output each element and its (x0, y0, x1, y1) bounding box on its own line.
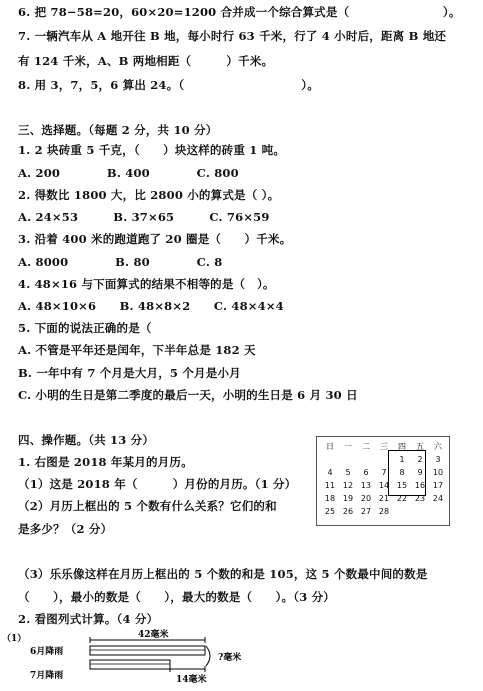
choice-3: 3. 沿着 400 米的跑道跑了 20 圈是（ ）千米。 (18, 232, 292, 246)
calendar-day-cell: 19 (342, 494, 354, 503)
op-1: 1. 右图是 2018 年某月的月历。 (18, 455, 193, 469)
right-measure-label: ?毫米 (218, 653, 242, 663)
op-1-part-3-line2: （ ），最小的数是（ ），最大的数是（ ）。（3 分） (18, 590, 336, 604)
calendar-day-cell: 5 (345, 468, 351, 477)
calendar-day-cell (411, 505, 429, 518)
diagram-part-label: （1） (2, 634, 27, 644)
calendar-day-cell: 4 (327, 468, 333, 477)
q8: 8. 用 3，7，5，6 算出 24。（ ）。 (18, 78, 319, 92)
rainfall-diagram (0, 626, 270, 691)
choice-4-options: A. 48×10×6 B. 48×8×2 C. 48×4×4 (18, 299, 284, 313)
calendar-day-cell: 21 (378, 494, 390, 503)
calendar-day-cell: 26 (342, 507, 354, 516)
calendar-day-cell: 12 (342, 481, 354, 490)
row1-bar (90, 646, 205, 655)
calendar-day-cell: 23 (414, 494, 426, 503)
calendar-day-cell: 6 (363, 468, 369, 477)
calendar-day-cell: 10 (432, 468, 444, 477)
top-measure-label: 42毫米 (138, 630, 169, 640)
calendar (316, 436, 450, 526)
row2-label: 7月降雨 (30, 671, 64, 681)
calendar-day-cell: 17 (432, 481, 444, 490)
op-1-part-1: （1）这是 2018 年（ ）月份的月历。（1 分） (18, 477, 297, 491)
calendar-day-cell: 9 (417, 468, 423, 477)
calendar-day-cell (321, 453, 339, 466)
q7-line2: 有 124 千米，A、B 两地相距（ ）千米。 (18, 54, 274, 68)
op-2: 2. 看图列式计算。（4 分） (18, 612, 159, 626)
section-4-heading: 四、操作题。（共 13 分） (18, 433, 155, 447)
bottom-measure-label: 14毫米 (176, 675, 207, 685)
calendar-day-cell: 1 (399, 455, 405, 464)
calendar-day-cell: 8 (399, 468, 405, 477)
op-1-part-3-line1: （3）乐乐像这样在月历上框出的 5 个数的和是 105，这 5 个数最中间的数是 (18, 567, 428, 581)
choice-3-options: A. 8000 B. 80 C. 8 (18, 255, 223, 269)
row1-label: 6月降雨 (30, 647, 64, 657)
section-3-heading: 三、选择题。（每题 2 分，共 10 分） (18, 123, 218, 137)
calendar-day-cell: 18 (324, 494, 336, 503)
calendar-day-cell: 11 (324, 481, 336, 490)
calendar-day-cell (357, 453, 375, 466)
calendar-weekday-header: 五 (416, 442, 424, 451)
choice-5-option-b: B. 一年中有 7 个月是大月，5 个月是小月 (18, 366, 241, 380)
row2-bar (90, 660, 170, 669)
choice-2: 2. 得数比 1800 大，比 2800 小的算式是（ ）。 (18, 188, 280, 202)
choice-2-options: A. 24×53 B. 37×65 C. 76×59 (18, 210, 270, 224)
calendar-day-cell: 20 (360, 494, 372, 503)
q7-line1: 7. 一辆汽车从 A 地开往 B 地，每小时行 63 千米，行了 4 小时后，距离 B 地还 (18, 29, 447, 43)
choice-5-option-c: C. 小明的生日是第二季度的最后一天，小明的生日是 6 月 30 日 (18, 388, 358, 402)
op-1-part-2-line2: 是多少？（2 分） (18, 522, 113, 536)
calendar-day-cell (393, 505, 411, 518)
calendar-weekday-header: 三 (380, 442, 388, 451)
calendar-selection-frame (388, 450, 426, 496)
calendar-day-cell: 25 (324, 507, 336, 516)
q6: 6. 把 78−58=20，60×20=1200 合并成一个综合算式是（ ）。 (18, 5, 461, 19)
calendar-weekday-header: 日 (326, 442, 334, 451)
choice-5: 5. 下面的说法正确的是（ (18, 321, 152, 335)
choice-4: 4. 48×16 与下面算式的结果不相等的是（ ）。 (18, 277, 275, 291)
calendar-weekday-header: 二 (362, 442, 370, 451)
calendar-day-cell: 22 (396, 494, 408, 503)
calendar-day-cell (339, 453, 357, 466)
calendar-day-cell: 15 (396, 481, 408, 490)
calendar-day-cell: 14 (378, 481, 390, 490)
calendar-weekday-header: 六 (434, 442, 442, 451)
calendar-day-cell: 16 (414, 481, 426, 490)
calendar-weekday-header: 四 (398, 442, 406, 451)
choice-5-option-a: A. 不管是平年还是闰年，下半年总是 182 天 (18, 343, 256, 357)
calendar-grid (321, 440, 447, 518)
choice-1: 1. 2 块砖重 5 千克，（ ）块这样的砖重 1 吨。 (18, 143, 286, 157)
right-brace (206, 646, 210, 666)
calendar-day-cell: 24 (432, 494, 444, 503)
op-1-part-2-line1: （2）月历上框出的 5 个数有什么关系？它们的和 (18, 499, 277, 513)
calendar-day-cell: 28 (378, 507, 390, 516)
calendar-day-cell: 3 (435, 455, 441, 464)
choice-1-options: A. 200 B. 400 C. 800 (18, 166, 239, 180)
calendar-day-cell: 13 (360, 481, 372, 490)
calendar-day-cell (429, 505, 447, 518)
calendar-day-cell: 7 (381, 468, 387, 477)
calendar-weekday-header: 一 (344, 442, 352, 451)
calendar-day-cell: 2 (417, 455, 423, 464)
calendar-day-cell: 27 (360, 507, 372, 516)
